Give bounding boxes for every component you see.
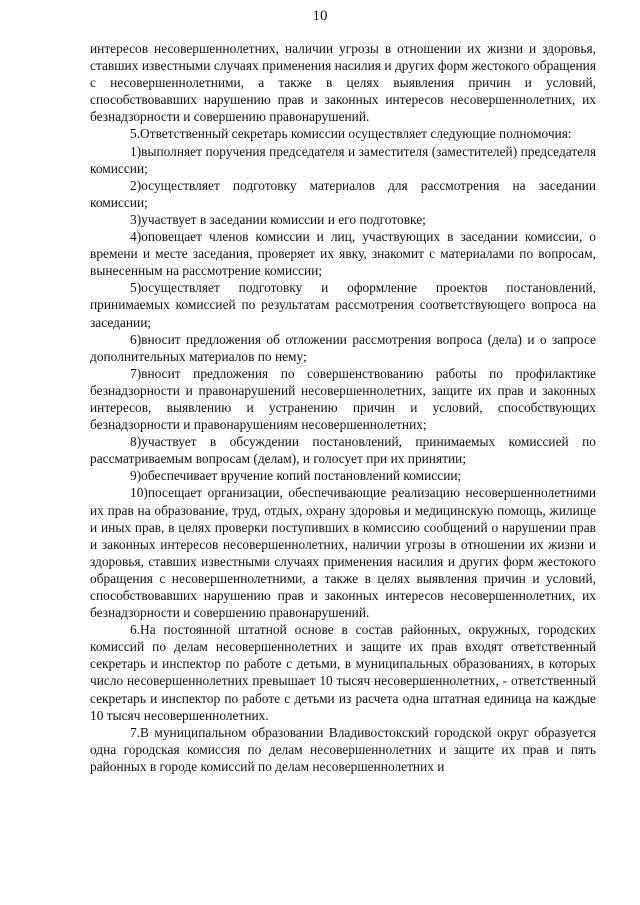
- paragraph-continuation: интересов несовершеннолетних, наличии угрозы в отношении их жизни и здоровья, ставших известными случаях применения насилия и других форм жестокого обращения с несовершеннолетними, а также в целях выявления причин и условий, способствовавших нарушению прав и законных интересов несовершеннолетних, их безнадзорности и совершению правонарушений.: [90, 41, 596, 125]
- paragraph-item-6-staff: 6.На постоянной штатной основе в состав районных, окружных, городских комиссий по делам несовершеннолетних и защите их прав входят ответственный секретарь и инспектор по работе с детьми, в муниципальных образованиях, в которых число несовершеннолетних превышает 10 тысяч несовершеннолетних, - ответственный секретарь и инспектор по работе с детьми из расчета одна штатная единица на каждые 10 тысяч несовершеннолетних.: [90, 622, 596, 723]
- paragraph-item-7-vladivostok: 7.В муниципальном образовании Владивостокский городской округ образуется одна городская комиссия по делам несовершеннолетних и защите их прав и пять районных в городе комиссий по делам несовершеннолетних и: [90, 724, 596, 774]
- list-item-4: 4)оповещает членов комиссии и лиц, участвующих в заседании комиссии, о времени и месте заседания, проверяет их явку, знакомит с материалами по вопросам, вынесенным на рассмотрение комиссии;: [90, 229, 596, 279]
- list-item-5: 5)осуществляет подготовку и оформление проектов постановлений, принимаемых комиссией по результатам рассмотрения соответствующего вопроса на заседании;: [90, 280, 596, 330]
- list-item-2: 2)осуществляет подготовку материалов для рассмотрения на заседании комиссии;: [90, 177, 596, 210]
- list-item-8: 8)участвует в обсуждении постановлений, принимаемых комиссией по рассматриваемым вопросам (делам), и голосует при их принятии;: [90, 434, 596, 467]
- list-item-1: 1)выполняет поручения председателя и заместителя (заместителей) председателя комиссии;: [90, 143, 596, 176]
- list-item-7: 7)вносит предложения по совершенствованию работы по профилактике безнадзорности и правонарушений несовершеннолетних, защите их прав и законных интересов, выявлению и устранению причин и условий, способствующих безнадзорности и правонарушениям несовершеннолетних;: [90, 365, 596, 433]
- list-item-3: 3)участвует в заседании комиссии и его подготовке;: [130, 211, 426, 227]
- list-item-9: 9)обеспечивает вручение копий постановлений комиссии;: [130, 468, 462, 484]
- paragraph-item-5-secretary-powers: 5.Ответственный секретарь комиссии осуществляет следующие полномочия:: [130, 126, 572, 142]
- list-item-6: 6)вносит предложения об отложении рассмотрения вопроса (дела) и о запросе дополнительных материалов по нему;: [90, 331, 596, 364]
- list-item-10: 10)посещает организации, обеспечивающие реализацию несовершеннолетними их прав на образование, труд, отдых, охрану здоровья и медицинскую помощь, жилище и иных прав, в целях проверки поступивших в комиссию сообщений о нарушении прав и законных интересов несовершеннолетних, наличии угрозы в отношении их жизни и здоровья, ставших известными случаях применения насилия и других форм жестокого обращения с несовершеннолетними, а также в целях выявления причин и условий, способствовавших нарушению прав и законных интересов несовершеннолетних, их безнадзорности и совершению правонарушений.: [90, 485, 596, 621]
- page-number: 10: [312, 8, 328, 24]
- document-body: [90, 40, 596, 775]
